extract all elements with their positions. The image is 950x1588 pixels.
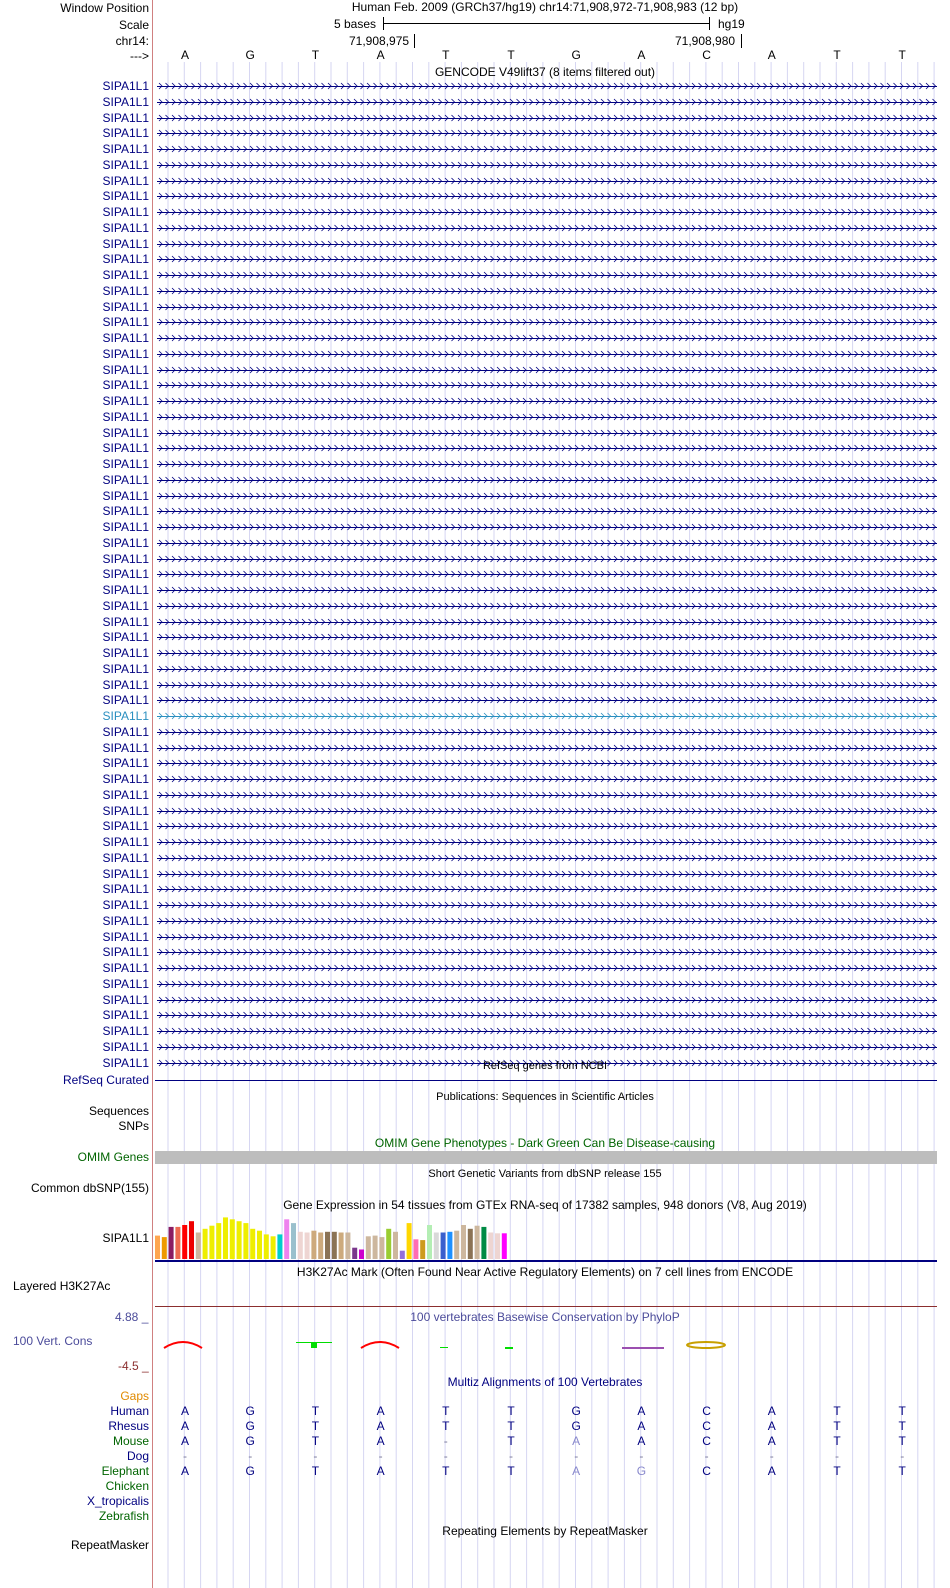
- gencode-gene-label[interactable]: SIPA1L1: [102, 535, 149, 550]
- alignment-base: -: [574, 1449, 579, 1463]
- alignment-base: T: [898, 1404, 906, 1418]
- publications-label-snps[interactable]: SNPs: [118, 1119, 149, 1133]
- phylop-yellow: [687, 1342, 725, 1348]
- alignment-base: A: [376, 1434, 385, 1448]
- alignment-base: A: [376, 1464, 385, 1478]
- alignment-base: T: [507, 1419, 515, 1433]
- species-label[interactable]: Elephant: [101, 1464, 149, 1478]
- gencode-gene-label[interactable]: SIPA1L1: [102, 346, 149, 361]
- gencode-gene-label[interactable]: SIPA1L1: [102, 220, 149, 235]
- position-right: 71,908,980: [675, 34, 736, 48]
- alignment-base: T: [898, 1434, 906, 1448]
- alignment-base: A: [180, 1464, 190, 1478]
- gencode-gene-label[interactable]: SIPA1L1: [102, 362, 149, 377]
- alignment-base: T: [507, 1434, 515, 1448]
- gencode-gene-label[interactable]: SIPA1L1: [102, 457, 149, 471]
- alignment-base: -: [704, 1449, 709, 1463]
- gencode-track-title: GENCODE V49lift37 (8 items filtered out): [434, 65, 656, 79]
- alignment-base: T: [442, 1419, 450, 1433]
- alignment-base: G: [636, 1464, 647, 1478]
- position-left: 71,908,975: [349, 34, 410, 48]
- gencode-gene-label[interactable]: SIPA1L1: [102, 992, 149, 1007]
- gencode-gene-label[interactable]: SIPA1L1: [102, 236, 149, 251]
- alignment-base: -: [900, 1449, 905, 1463]
- gencode-gene-label[interactable]: SIPA1L1: [102, 268, 149, 282]
- phylop-peak-1: [164, 1342, 202, 1348]
- gencode-gene-label[interactable]: SIPA1L1: [102, 677, 149, 692]
- alignment-base: C: [702, 1404, 711, 1418]
- alignment-base: A: [376, 1404, 385, 1418]
- gencode-gene-label[interactable]: SIPA1L1: [102, 614, 149, 629]
- gencode-gene-label[interactable]: SIPA1L1: [102, 709, 149, 723]
- alignment-base: T: [442, 1464, 450, 1478]
- gencode-gene-label[interactable]: SIPA1L1: [102, 772, 149, 786]
- alignment-base: -: [443, 1434, 448, 1448]
- species-label[interactable]: Rhesus: [108, 1419, 149, 1433]
- phylop-max-label: 4.88 _: [115, 1310, 149, 1324]
- gencode-gene-label[interactable]: SIPA1L1: [102, 425, 149, 440]
- gencode-gene-label[interactable]: SIPA1L1: [102, 283, 149, 298]
- alignment-base: A: [767, 1419, 776, 1433]
- h3k27ac-track-title: H3K27Ac Mark (Often Found Near Active Regulatory Elements) on 7 cell lines from ENCODE: [296, 1265, 794, 1279]
- alignment-base: -: [313, 1449, 318, 1463]
- alignment-base: T: [442, 1404, 450, 1418]
- alignment-base: A: [180, 1404, 190, 1418]
- window-position-label: Window Position: [60, 1, 149, 15]
- db-text: hg19: [718, 17, 745, 31]
- repeatmasker-label[interactable]: RepeatMasker: [70, 1538, 149, 1552]
- gencode-gene-label[interactable]: SIPA1L1: [102, 504, 149, 519]
- gencode-gene-label[interactable]: SIPA1L1: [102, 520, 149, 534]
- gencode-gene-label[interactable]: SIPA1L1: [102, 598, 149, 613]
- gencode-gene-label[interactable]: SIPA1L1: [102, 913, 149, 928]
- alignment-base: T: [311, 1464, 320, 1478]
- alignment-base: T: [507, 1404, 515, 1418]
- gencode-gene-label[interactable]: SIPA1L1: [102, 724, 149, 739]
- gencode-gene-label[interactable]: SIPA1L1: [102, 472, 149, 487]
- repeatmasker-track-title: Repeating Elements by RepeatMasker: [442, 1524, 648, 1538]
- species-label[interactable]: Dog: [126, 1449, 149, 1463]
- alignment-base: A: [572, 1434, 581, 1448]
- gencode-gene-label[interactable]: SIPA1L1: [102, 693, 149, 708]
- alignment-base: A: [767, 1434, 776, 1448]
- gencode-gene-label[interactable]: SIPA1L1: [102, 961, 149, 975]
- h3k27ac-label[interactable]: Layered H3K27Ac: [13, 1279, 111, 1293]
- refseq-track-title: RefSeq genes from NCBI: [482, 1060, 608, 1072]
- alignment-base: T: [833, 1464, 841, 1478]
- alignment-base: T: [507, 1464, 515, 1478]
- dna-base: G: [571, 48, 581, 62]
- dbsnp-track-title: Short Genetic Variants from dbSNP release 155: [428, 1168, 662, 1180]
- gtex-track-title: Gene Expression in 54 tissues from GTEx RNA-seq of 17382 samples, 948 donors (V8, Aug 2019): [283, 1198, 807, 1212]
- alignment-base: T: [898, 1464, 906, 1478]
- gaps-label[interactable]: Gaps: [120, 1389, 149, 1403]
- species-label[interactable]: X_tropicalis: [86, 1494, 149, 1508]
- gencode-gene-label[interactable]: SIPA1L1: [102, 378, 149, 393]
- gencode-gene-label[interactable]: SIPA1L1: [102, 756, 149, 771]
- alignment-base: T: [833, 1404, 841, 1418]
- phylop-green-4: [505, 1347, 513, 1349]
- dna-base: T: [507, 48, 515, 62]
- alignment-base: G: [245, 1434, 255, 1448]
- phylop-peak-2: [361, 1342, 399, 1348]
- assembly-title: Human Feb. 2009 (GRCh37/hg19) chr14:71,908,972-71,908,983 (12 bp): [351, 0, 739, 14]
- gencode-gene-label[interactable]: SIPA1L1: [102, 488, 149, 503]
- gencode-gene-label[interactable]: SIPA1L1: [102, 882, 149, 897]
- gencode-gene-label[interactable]: SIPA1L1: [102, 1024, 149, 1038]
- phylop-green-2: [311, 1342, 317, 1348]
- gencode-gene-label[interactable]: SIPA1L1: [102, 126, 149, 141]
- phylop-purple: [622, 1347, 664, 1349]
- alignment-base: T: [311, 1404, 320, 1418]
- gencode-gene-label[interactable]: SIPA1L1: [102, 819, 149, 834]
- publications-track-title: Publications: Sequences in Scientific Articles: [436, 1091, 654, 1103]
- alignment-base: A: [180, 1419, 190, 1433]
- gencode-gene-label[interactable]: SIPA1L1: [102, 189, 149, 204]
- species-label[interactable]: Zebrafish: [98, 1509, 149, 1523]
- phylop-min-label: -4.5 _: [118, 1359, 149, 1373]
- gencode-gene-label[interactable]: SIPA1L1: [102, 787, 149, 802]
- gencode-gene-label[interactable]: SIPA1L1: [102, 803, 149, 818]
- multiz-track-title: Multiz Alignments of 100 Vertebrates: [447, 1375, 643, 1389]
- gencode-gene-label[interactable]: SIPA1L1: [102, 866, 149, 881]
- gencode-gene-label[interactable]: SIPA1L1: [102, 205, 149, 219]
- gencode-gene-label[interactable]: SIPA1L1: [102, 583, 149, 597]
- alignment-base: A: [637, 1404, 646, 1418]
- alignment-base: A: [180, 1434, 190, 1448]
- species-label[interactable]: Chicken: [105, 1479, 149, 1493]
- dna-base: A: [637, 48, 646, 62]
- gencode-gene-label[interactable]: SIPA1L1: [102, 835, 149, 849]
- alignment-base: T: [311, 1419, 320, 1433]
- alignment-base: C: [702, 1434, 711, 1448]
- gencode-gene-label[interactable]: SIPA1L1: [102, 740, 149, 755]
- alignment-base: C: [702, 1419, 711, 1433]
- gencode-gene-label[interactable]: SIPA1L1: [102, 315, 149, 330]
- phylop-green-3: [440, 1347, 448, 1348]
- alignment-base: A: [572, 1464, 581, 1478]
- gencode-gene-label[interactable]: SIPA1L1: [102, 394, 149, 408]
- gencode-gene-label[interactable]: SIPA1L1: [102, 646, 149, 660]
- alignment-base: T: [898, 1419, 906, 1433]
- scale-text: 5 bases: [334, 17, 377, 31]
- refseq-label[interactable]: RefSeq Curated: [62, 1073, 149, 1087]
- chrom-label: chr14:: [115, 34, 149, 48]
- species-label[interactable]: Human: [110, 1404, 149, 1418]
- alignment-base: A: [637, 1419, 646, 1433]
- scale-label: Scale: [118, 18, 149, 32]
- dna-base: A: [767, 48, 776, 62]
- alignment-base: G: [245, 1464, 255, 1478]
- gencode-gene-label[interactable]: SIPA1L1: [102, 945, 149, 960]
- gencode-gene-label[interactable]: SIPA1L1: [102, 173, 149, 188]
- gencode-gene-label[interactable]: SIPA1L1: [102, 1055, 149, 1070]
- phylop-track-title: 100 vertebrates Basewise Conservation by PhyloP: [410, 1310, 680, 1324]
- gencode-gene-label[interactable]: SIPA1L1: [102, 1008, 149, 1023]
- gencode-gene-label[interactable]: SIPA1L1: [102, 252, 149, 267]
- alignment-base: -: [835, 1449, 839, 1463]
- gencode-gene-label[interactable]: SIPA1L1: [102, 976, 149, 991]
- gencode-gene-label[interactable]: SIPA1L1: [102, 929, 149, 944]
- gencode-gene-label[interactable]: SIPA1L1: [102, 331, 149, 345]
- gencode-gene-label[interactable]: SIPA1L1: [102, 409, 149, 424]
- gencode-gene-label[interactable]: SIPA1L1: [102, 79, 149, 93]
- gencode-gene-label[interactable]: SIPA1L1: [102, 551, 149, 566]
- gencode-gene-label[interactable]: SIPA1L1: [102, 898, 149, 912]
- alignment-base: -: [639, 1449, 644, 1463]
- alignment-base: T: [833, 1434, 841, 1448]
- alignment-base: A: [767, 1404, 776, 1418]
- publications-label-sequences[interactable]: Sequences: [88, 1104, 149, 1118]
- dna-base: G: [245, 48, 255, 62]
- dbsnp-label[interactable]: Common dbSNP(155): [30, 1181, 149, 1195]
- alignment-base: A: [376, 1419, 385, 1433]
- alignment-base: T: [833, 1419, 841, 1433]
- dna-base: T: [442, 48, 450, 62]
- alignment-base: G: [245, 1404, 255, 1418]
- alignment-base: C: [702, 1464, 711, 1478]
- dna-base: C: [702, 48, 711, 62]
- dna-base: T: [898, 48, 906, 62]
- gencode-gene-label[interactable]: SIPA1L1: [102, 661, 149, 676]
- alignment-base: -: [443, 1449, 448, 1463]
- gtex-label[interactable]: SIPA1L1: [102, 1231, 149, 1245]
- gencode-gene-label[interactable]: SIPA1L1: [102, 157, 149, 172]
- gencode-gene-label[interactable]: SIPA1L1: [102, 299, 149, 314]
- alignment-base: -: [769, 1449, 774, 1463]
- strand-label[interactable]: --->: [130, 49, 149, 63]
- species-label[interactable]: Mouse: [112, 1434, 149, 1448]
- gencode-gene-label[interactable]: SIPA1L1: [102, 110, 149, 125]
- alignment-base: G: [571, 1404, 581, 1418]
- alignment-base: A: [637, 1434, 646, 1448]
- dna-base: T: [833, 48, 841, 62]
- alignment-base: G: [571, 1419, 581, 1433]
- omim-label[interactable]: OMIM Genes: [77, 1150, 149, 1164]
- dna-base: A: [180, 48, 190, 62]
- gencode-gene-label[interactable]: SIPA1L1: [102, 850, 149, 865]
- gencode-gene-label[interactable]: SIPA1L1: [102, 441, 149, 456]
- alignment-base: -: [378, 1449, 383, 1463]
- alignment-base: G: [245, 1419, 255, 1433]
- phylop-label[interactable]: 100 Vert. Cons: [13, 1334, 93, 1348]
- gencode-gene-label[interactable]: SIPA1L1: [102, 142, 149, 156]
- alignment-base: -: [183, 1449, 187, 1463]
- alignment-base: -: [248, 1449, 253, 1463]
- dna-base: T: [311, 48, 320, 62]
- gencode-gene-label[interactable]: SIPA1L1: [102, 94, 149, 109]
- alignment-base: T: [311, 1434, 320, 1448]
- alignment-base: -: [509, 1449, 513, 1463]
- gencode-gene-label[interactable]: SIPA1L1: [102, 1039, 149, 1054]
- gencode-gene-label[interactable]: SIPA1L1: [102, 630, 149, 645]
- dna-base: A: [376, 48, 385, 62]
- omim-track-title: OMIM Gene Phenotypes - Dark Green Can Be Disease-causing: [374, 1136, 716, 1150]
- alignment-base: A: [767, 1464, 776, 1478]
- gencode-gene-label[interactable]: SIPA1L1: [102, 567, 149, 582]
